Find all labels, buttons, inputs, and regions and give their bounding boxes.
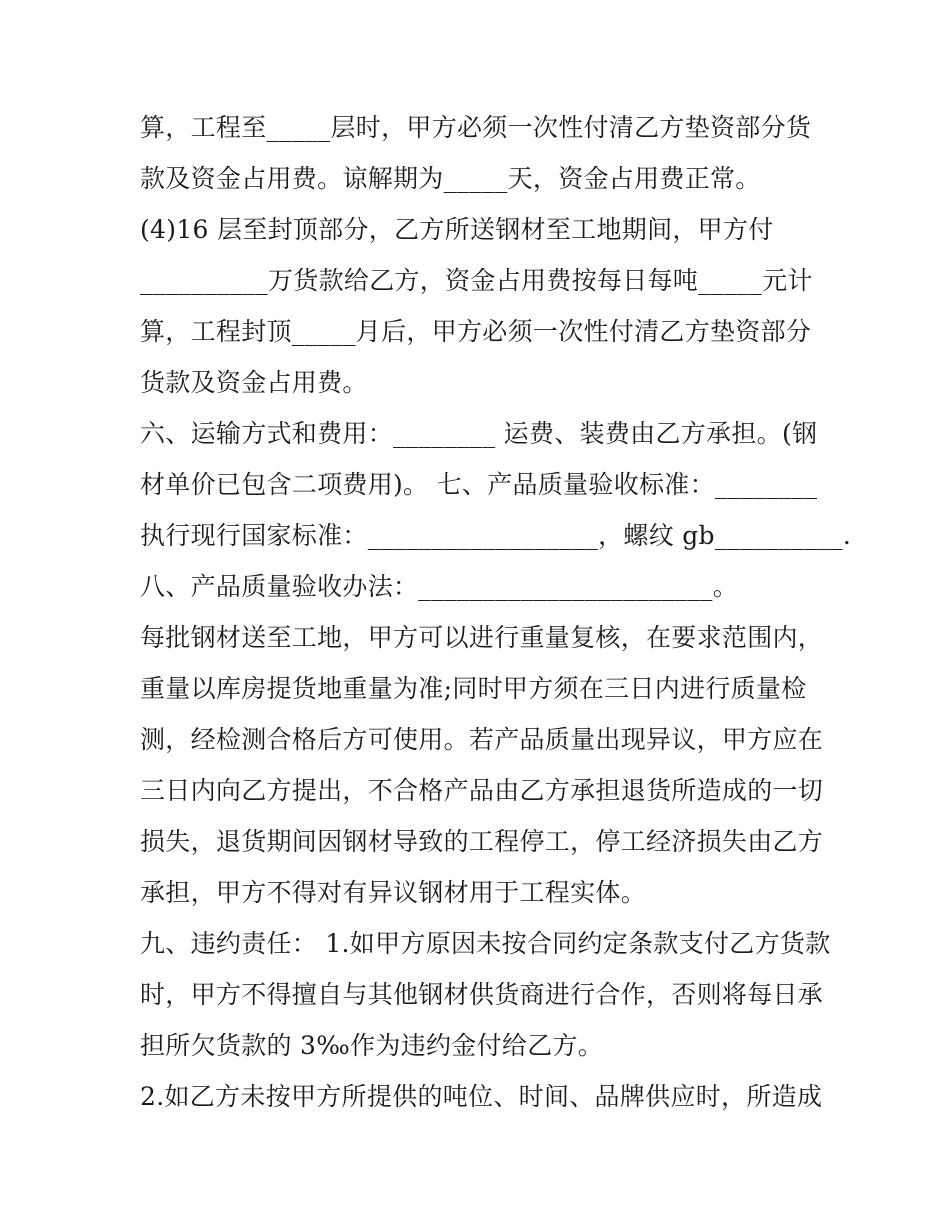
text-line: 八、产品质量验收办法：_______________________。: [140, 572, 739, 601]
text-line: (4)16 层至封顶部分，乙方所送钢材至工地期间，甲方付: [140, 215, 774, 244]
text-line: 执行现行国家标准：__________________，螺纹 gb__________.: [140, 521, 852, 550]
text-line: 算，工程封顶_____月后，甲方必须一次性付清乙方垫资部分: [140, 317, 812, 346]
text-line: 六、运输方式和费用：________ 运费、装费由乙方承担。(钢: [140, 419, 818, 448]
text-line: 款及资金占用费。谅解期为_____天，资金占用费正常。: [140, 164, 761, 193]
text-line: 时，甲方不得擅自与其他钢材供货商进行合作，否则将每日承: [140, 980, 824, 1009]
text-line: 测，经检测合格后方可使用。若产品质量出现异议，甲方应在: [140, 725, 824, 754]
text-line: 每批钢材送至工地，甲方可以进行重量复核，在要求范围内，: [140, 623, 824, 652]
text-line: 九、违约责任： 1.如甲方原因未按合同约定条款支付乙方货款: [140, 929, 831, 958]
text-line: 材单价已包含二项费用)。 七、产品质量验收标准：________: [140, 470, 818, 499]
text-line: 三日内向乙方提出，不合格产品由乙方承担退货所造成的一切: [140, 776, 824, 805]
text-line: 货款及资金占用费。: [140, 368, 368, 397]
text-line: 承担，甲方不得对有异议钢材用于工程实体。: [140, 878, 647, 907]
text-line: 重量以库房提货地重量为准;同时甲方须在三日内进行质量检: [140, 674, 807, 703]
text-line: 担所欠货款的 3‰作为违约金付给乙方。: [140, 1031, 604, 1060]
text-line: 2.如乙方未按甲方所提供的吨位、时间、品牌供应时，所造成: [140, 1082, 823, 1111]
text-line: 算，工程至_____层时，甲方必须一次性付清乙方垫资部分货: [140, 113, 812, 142]
text-line: __________万货款给乙方，资金占用费按每日每吨_____元计: [140, 266, 813, 295]
text-line: 损失，退货期间因钢材导致的工程停工，停工经济损失由乙方: [140, 827, 824, 856]
